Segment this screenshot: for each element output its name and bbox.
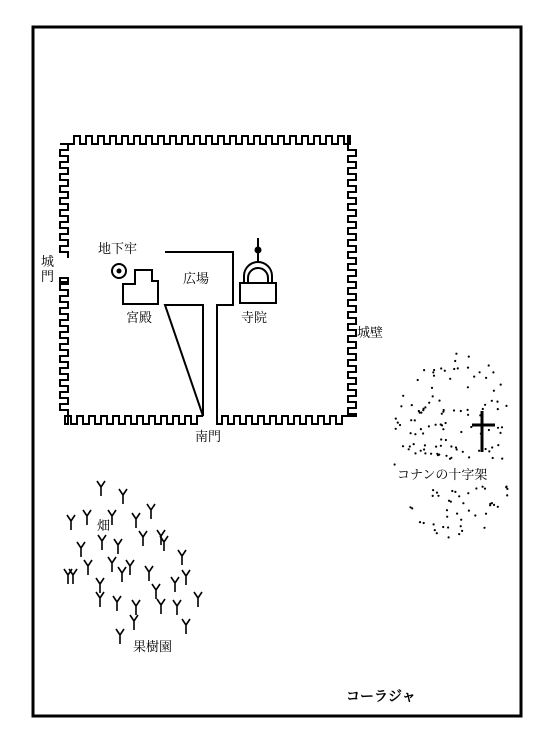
temple-building [240, 238, 276, 303]
stipple-dot [434, 529, 436, 531]
tree-symbol [98, 535, 106, 550]
cross-area-stipple [394, 353, 509, 539]
stipple-dot [442, 428, 444, 430]
tree-symbol [64, 569, 72, 584]
stipple-dot [408, 448, 410, 450]
plaza-label: 広場 [183, 272, 210, 287]
stipple-dot [445, 455, 447, 457]
tree-symbol [132, 513, 140, 528]
stipple-dot [467, 414, 469, 416]
cross-icon [472, 411, 495, 452]
stipple-dot [414, 419, 416, 421]
stipple-dot [402, 395, 404, 397]
stipple-dot [491, 400, 493, 402]
tree-symbol [114, 539, 122, 554]
stipple-dot [454, 491, 456, 493]
stipple-dot [432, 371, 434, 373]
stipple-dot [474, 514, 476, 516]
stipple-dot [457, 367, 459, 369]
tree-symbol [108, 557, 116, 572]
south-gate-label: 南門 [195, 430, 222, 445]
stipple-dot [422, 432, 424, 434]
stipple-dot [410, 432, 412, 434]
stipple-dot [399, 424, 401, 426]
stipple-dot [499, 432, 501, 434]
tree-symbol [126, 560, 134, 575]
tree-symbol [116, 629, 124, 644]
stipple-dot [446, 516, 448, 518]
stipple-dot [505, 405, 507, 407]
stipple-dot [432, 395, 434, 397]
stipple-dot [441, 413, 443, 415]
palace-label: 宮殿 [126, 311, 153, 326]
dungeon-symbol [112, 264, 126, 278]
tree-symbol [157, 599, 165, 614]
stipple-dot [424, 444, 426, 446]
stipple-dot [400, 405, 402, 407]
tree-symbol [171, 577, 179, 592]
tree-symbol [152, 584, 160, 599]
stipple-dot [468, 356, 470, 358]
stipple-dot [501, 426, 503, 428]
stipple-dot [492, 371, 494, 373]
tree-symbol [96, 578, 104, 593]
stipple-dot [460, 519, 462, 521]
stipple-dot [488, 429, 490, 431]
stipple-dot [397, 422, 399, 424]
stipple-dot [448, 500, 450, 502]
stipple-dot [440, 438, 442, 440]
stipple-dot [430, 453, 432, 455]
stipple-dot [456, 448, 458, 450]
stipple-dot [479, 371, 481, 373]
stipple-dot [496, 401, 498, 403]
stipple-dot [506, 488, 508, 490]
stipple-dot [431, 387, 433, 389]
stipple-dot [445, 439, 447, 441]
tree-symbol [145, 566, 153, 581]
stipple-dot [462, 502, 464, 504]
stipple-dot [468, 456, 470, 458]
stipple-dot [497, 427, 499, 429]
stipple-dot [488, 364, 490, 366]
stipple-dot [433, 523, 435, 525]
stipple-dot [419, 521, 421, 523]
stipple-dot [484, 488, 486, 490]
stipple-dot [485, 513, 487, 515]
tree-symbol [130, 615, 138, 630]
stipple-dot [484, 404, 486, 406]
stipple-dot [448, 536, 450, 538]
stipple-dot [395, 428, 397, 430]
stipple-dot [501, 458, 503, 460]
dungeon-label: 地下牢 [98, 242, 138, 257]
stipple-dot [485, 448, 487, 450]
stipple-dot [458, 495, 460, 497]
stipple-dot [447, 526, 449, 528]
stipple-dot [449, 378, 451, 380]
orchard-label: 果樹園 [133, 640, 173, 655]
stipple-dot [455, 446, 457, 448]
stipple-dot [489, 503, 491, 505]
tree-symbol [182, 570, 190, 585]
stipple-dot [438, 400, 440, 402]
stipple-dot [453, 409, 455, 411]
stipple-dot [432, 495, 434, 497]
stipple-dot [433, 369, 435, 371]
stipple-dot [413, 443, 415, 445]
stipple-dot [482, 408, 484, 410]
stipple-dot [409, 445, 411, 447]
map-border [33, 27, 521, 716]
castle-wall-label: 城壁 [357, 326, 384, 341]
tree-symbol [97, 481, 105, 496]
stipple-dot [437, 454, 439, 456]
stipple-dot [460, 410, 462, 412]
stipple-dot [462, 451, 464, 453]
tree-symbol [77, 542, 85, 557]
tree-symbol [84, 560, 92, 575]
stipple-dot [450, 445, 452, 447]
stipple-dot [497, 506, 499, 508]
tree-symbol [67, 515, 75, 530]
stipple-dot [478, 450, 480, 452]
orchard-trees [64, 481, 202, 644]
stipple-dot [473, 376, 475, 378]
stipple-dot [467, 367, 469, 369]
conan-cross-label: コナンの十字架 [397, 468, 488, 483]
stipple-dot [482, 486, 484, 488]
stipple-dot [436, 532, 438, 534]
stipple-dot [483, 527, 485, 529]
stipple-dot [395, 418, 397, 420]
stipple-dot [461, 530, 463, 532]
stipple-dot [449, 458, 451, 460]
map-title: コーラジャ [346, 689, 416, 705]
castle-gate-label: 城門 [40, 255, 54, 285]
stipple-dot [451, 490, 453, 492]
tree-symbol [194, 592, 202, 607]
stipple-dot [414, 452, 416, 454]
stipple-dot [492, 457, 494, 459]
stipple-dot [456, 513, 458, 515]
stipple-dot [435, 424, 437, 426]
tree-symbol [178, 550, 186, 565]
stipple-dot [444, 370, 446, 372]
stipple-dot [418, 410, 420, 412]
stipple-dot [455, 353, 457, 355]
stipple-dot [460, 525, 462, 527]
stipple-dot [423, 522, 425, 524]
tree-symbol [139, 531, 147, 546]
field-label: 畑 [97, 519, 111, 534]
tree-symbol [119, 489, 127, 504]
stipple-dot [467, 492, 469, 494]
tree-symbol [182, 619, 190, 634]
stipple-dot [417, 379, 419, 381]
stipple-dot [414, 433, 416, 435]
stipple-dot [433, 375, 435, 377]
stipple-dot [436, 492, 438, 494]
stipple-dot [491, 446, 493, 448]
tree-symbol [147, 504, 155, 519]
stipple-dot [428, 425, 430, 427]
stipple-dot [440, 423, 442, 425]
tree-symbol [96, 592, 104, 607]
palace-building [123, 270, 158, 304]
stipple-dot [443, 409, 445, 411]
stipple-dot [445, 422, 447, 424]
tree-symbol [132, 600, 140, 615]
stipple-dot [493, 504, 495, 506]
stipple-dot [493, 390, 495, 392]
stipple-dot [468, 510, 470, 512]
stipple-dot [428, 402, 430, 404]
stipple-dot [458, 533, 460, 535]
stipple-dot [488, 450, 490, 452]
stipple-dot [402, 445, 404, 447]
stipple-dot [497, 408, 499, 410]
stipple-dot [423, 369, 425, 371]
stipple-dot [454, 360, 456, 362]
stipple-dot [420, 428, 422, 430]
stipple-dot [500, 384, 502, 386]
temple-label: 寺院 [241, 311, 268, 326]
stipple-dot [411, 507, 413, 509]
tree-symbol [118, 567, 126, 582]
stipple-dot [475, 487, 477, 489]
stipple-dot [437, 495, 439, 497]
stipple-dot [505, 486, 507, 488]
tree-symbol [173, 600, 181, 615]
stipple-dot [424, 406, 426, 408]
stipple-dot [467, 386, 469, 388]
stipple-dot [453, 368, 455, 370]
stipple-dot [423, 448, 425, 450]
stipple-dot [506, 494, 508, 496]
tree-symbol [83, 510, 91, 525]
stipple-dot [410, 419, 412, 421]
stipple-dot [460, 431, 462, 433]
stipple-dot [446, 509, 448, 511]
stipple-dot [440, 367, 442, 369]
stipple-dot [422, 409, 424, 411]
stipple-dot [467, 409, 469, 411]
stipple-dot [424, 452, 426, 454]
stipple-dot [440, 445, 442, 447]
tree-symbol [113, 596, 121, 611]
stipple-dot [442, 526, 444, 528]
stipple-dot [435, 446, 437, 448]
stipple-dot [420, 450, 422, 452]
stipple-dot [485, 377, 487, 379]
stipple-dot [497, 444, 499, 446]
stipple-dot [394, 463, 396, 465]
stipple-dot [411, 404, 413, 406]
stipple-dot [432, 489, 434, 491]
